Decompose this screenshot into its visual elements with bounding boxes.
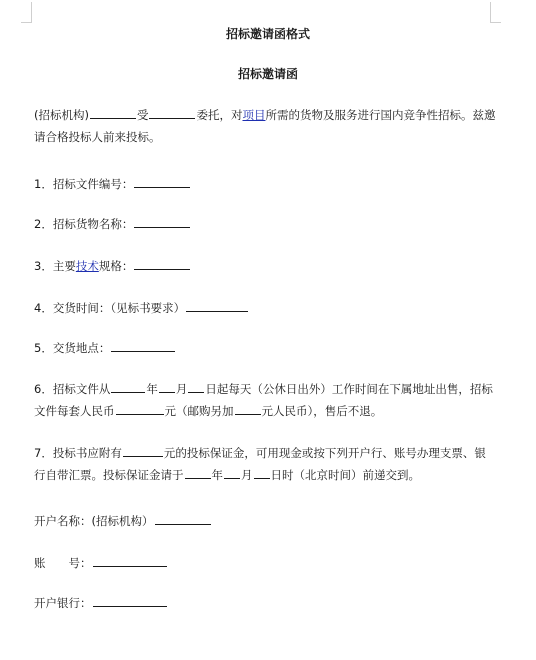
intro-text: 所需的货物及服务进行国内竞争性招标。兹邀: [265, 108, 496, 122]
blank-field: [235, 402, 261, 415]
account-number: [34, 552, 504, 574]
intro-line-2: 请合格投标人前来投标。: [34, 130, 161, 144]
item-text: 日起每天（公休日出外）工作时间在下属地址出售，招标: [205, 382, 493, 396]
item-label: 1．招标文件编号：: [34, 177, 134, 191]
intro-text: (招标机构): [34, 108, 89, 122]
item-text: 年: [211, 468, 223, 482]
blank-field: [159, 380, 175, 393]
item-tech-spec: [34, 255, 504, 277]
blank-field: [254, 466, 270, 479]
blank-field: [134, 215, 190, 228]
account-bank: [34, 592, 504, 614]
item-7-line-2: [34, 464, 504, 486]
blank-field: [149, 106, 195, 119]
blank-field: [155, 512, 211, 525]
item-label: 规格：: [98, 259, 134, 273]
account-name: [34, 510, 504, 532]
item-label: 2．招标货物名称：: [34, 217, 134, 231]
item-6-line-2: [34, 400, 504, 422]
margin-corner-mark: [490, 2, 501, 23]
project-link[interactable]: 项目: [242, 108, 266, 122]
item-bid-bond: [34, 442, 504, 486]
blank-field: [93, 594, 167, 607]
item-text: 6．招标文件从: [34, 382, 111, 396]
item-label: 4．交货时间：（见标书要求）: [34, 301, 186, 315]
blank-field: [185, 466, 211, 479]
item-delivery-time: [34, 297, 504, 319]
item-delivery-place: [34, 337, 504, 359]
margin-corner-mark: [21, 2, 32, 23]
item-text: 元（邮购另加: [164, 404, 234, 418]
item-text: 月: [241, 468, 253, 482]
item-text: 年: [146, 382, 158, 396]
blank-field: [111, 339, 175, 352]
blank-field: [90, 106, 136, 119]
account-bank-label: 开户银行：: [34, 596, 92, 610]
item-sale-info: [34, 378, 504, 422]
item-7-line-1: [34, 442, 504, 464]
technology-link[interactable]: 技术: [75, 259, 99, 273]
item-text: 文件每套人民币: [34, 404, 115, 418]
document-title: 招标邀请函格式: [225, 27, 310, 41]
item-label: 3．主要: [34, 259, 76, 273]
blank-field: [224, 466, 240, 479]
blank-field: [134, 175, 190, 188]
item-goods-name: [34, 213, 504, 235]
item-text: 元人民币），售后不退。: [261, 404, 383, 418]
document-subtitle: 招标邀请函: [237, 67, 298, 81]
blank-field: [134, 257, 190, 270]
item-label: 5．交货地点：: [34, 341, 111, 355]
intro-text: 委托，对: [196, 108, 243, 122]
item-text: 7．投标书应附有: [34, 446, 122, 460]
intro-paragraph: [34, 104, 504, 148]
blank-field: [111, 380, 145, 393]
intro-line-1: [34, 104, 504, 126]
account-name-label: 开户名称：(招标机构）: [34, 514, 154, 528]
blank-field: [188, 380, 204, 393]
item-tender-number: [34, 173, 504, 195]
blank-field: [123, 444, 163, 457]
item-text: 行自带汇票。投标保证金请于: [34, 468, 184, 482]
item-text: 元的投标保证金，可用现金或按下列开户行、账号办理支票、银: [163, 446, 486, 460]
blank-field: [186, 299, 248, 312]
item-6-line-1: [34, 378, 504, 400]
blank-field: [93, 554, 167, 567]
item-text: 月: [175, 382, 188, 396]
item-text: 日时（北京时间）前递交到。: [270, 468, 420, 482]
account-number-label: 账 号：: [34, 556, 92, 570]
intro-text: 受: [136, 108, 149, 122]
blank-field: [116, 402, 164, 415]
